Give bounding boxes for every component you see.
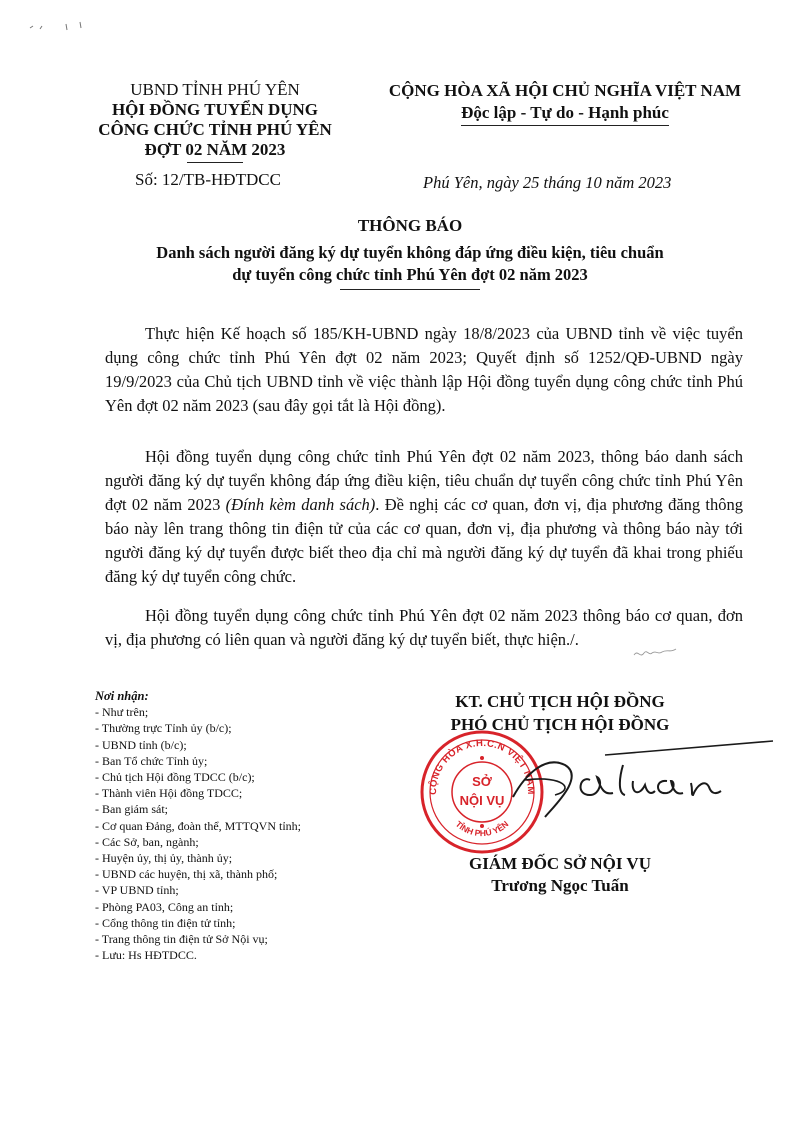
- signer-name: Trương Ngọc Tuấn: [491, 876, 629, 895]
- paragraph-1-text: Thực hiện Kế hoạch số 185/KH-UBND ngày 18/8/2023 của UBND tỉnh về việc tuyển dụng công chức tỉnh Phú Yên đợt 02 năm 2023; Quyết định số 1252/QĐ-UBND ngày 19/9/2023 của Chủ tịch UBND tỉnh về việc thành lập Hội đồng tuyển dụng công chức tỉnh Phú Yên đợt 02 năm 2023 (sau đây gọi tắt là Hội đồng).: [105, 324, 743, 415]
- recipient-item: - Huyện ủy, thị ủy, thành ủy;: [95, 851, 233, 866]
- national-header: [375, 80, 755, 126]
- subtitle-underline: [340, 289, 480, 290]
- national-motto: Độc lập - Tự do - Hạnh phúc: [461, 102, 669, 126]
- recipient-item: - Như trên;: [95, 705, 149, 720]
- issuer-council: HỘI ĐỒNG TUYỂN DỤNG: [111, 100, 319, 119]
- scan-marks: [28, 20, 88, 34]
- recipient-item: - Thành viên Hội đồng TDCC;: [95, 786, 243, 801]
- recipient-item: - Thường trực Tỉnh ủy (b/c);: [95, 721, 232, 736]
- recipient-item: - Cơ quan Đảng, đoàn thể, MTTQVN tỉnh;: [95, 818, 301, 833]
- recipient-item: - Ban Tổ chức Tỉnh ủy;: [95, 753, 208, 768]
- document-subtitle: [80, 242, 740, 290]
- paragraph-2-attachment-note: (Đính kèm danh sách): [225, 495, 376, 514]
- document-number: Số: 12/TB-HĐTDCC: [135, 170, 281, 189]
- recipient-item: - VP UBND tỉnh;: [95, 883, 179, 898]
- paragraph-2-text-a: Hội đồng tuyển dụng công chức tỉnh Phú Yên đợt 02 năm 2023, thông báo danh sách người đăng ký dự tuyển không đáp ứng điều kiện, tiêu chuẩn dự tuyển công chức tỉnh Phú Yên đợt 02 năm 2023: [105, 447, 743, 514]
- recipients-list: [95, 688, 415, 963]
- recipients-heading: Nơi nhận:: [95, 689, 149, 703]
- recipient-item: - Cổng thông tin điện tử tỉnh;: [95, 915, 236, 930]
- document-date: Phú Yên, ngày 25 tháng 10 năm 2023: [423, 173, 672, 192]
- signature-line-1: KT. CHỦ TỊCH HỘI ĐỒNG: [455, 692, 665, 711]
- issuer-round: ĐỢT 02 NĂM 2023: [144, 140, 286, 159]
- issuer-underline: [187, 162, 243, 163]
- seal-center-2: NỘI VỤ: [459, 793, 505, 808]
- signer-position: GIÁM ĐỐC SỞ NỘI VỤ: [469, 854, 651, 873]
- signature-line-2: PHÓ CHỦ TỊCH HỘI ĐỒNG: [450, 715, 670, 734]
- recipient-item: - Chủ tịch Hội đồng TDCC (b/c);: [95, 770, 255, 785]
- handwritten-signature-icon: [505, 735, 775, 825]
- recipient-item: - UBND các huyện, thị xã, thành phố;: [95, 867, 278, 882]
- seal-center-1: SỞ: [472, 774, 492, 789]
- subtitle-line-1: Danh sách người đăng ký dự tuyển không đáp ứng điều kiện, tiêu chuẩn: [156, 243, 664, 262]
- recipient-item: - Các Sở, ban, ngành;: [95, 834, 199, 849]
- recipient-item: - UBND tỉnh (b/c);: [95, 737, 187, 752]
- paragraph-2-text-b: . Đề nghị các cơ quan, đơn vị, địa phương đăng thông báo này lên trang thông tin điện tử của các cơ quan, đơn vị, địa phương và thông báo này tới người đăng ký dự tuyển được biết theo địa chỉ mà người đăng ký dự tuyển đã khai trong phiếu đăng ký dự tuyển công chức.: [105, 495, 744, 586]
- body-paragraph-1: [105, 322, 743, 418]
- paragraph-3-text: Hội đồng tuyển dụng công chức tỉnh Phú Yên đợt 02 năm 2023 thông báo cơ quan, đơn vị, địa phương có liên quan và người đăng ký dự tuyển biết, thực hiện./.: [105, 606, 743, 649]
- country-name: CỘNG HÒA XÃ HỘI CHỦ NGHĨA VIỆT NAM: [388, 81, 742, 100]
- recipient-item: - Ban giám sát;: [95, 802, 168, 817]
- seal-ring-bottom: TỈNH PHÚ YÊN: [453, 818, 511, 839]
- subtitle-line-2: dự tuyển công chức tỉnh Phú Yên đợt 02 năm 2023: [232, 265, 588, 284]
- recipient-item: - Trang thông tin điện tử Sở Nội vụ;: [95, 932, 268, 947]
- recipient-item: - Phòng PA03, Công an tỉnh;: [95, 899, 234, 914]
- body-paragraph-2: [105, 445, 743, 589]
- initial-mark: [632, 643, 682, 659]
- issuer-council-scope: CÔNG CHỨC TỈNH PHÚ YÊN: [98, 120, 332, 139]
- recipient-item: - Lưu: Hs HĐTDCC.: [95, 948, 197, 963]
- seal-ring-top: CỘNG HÒA X.H.C.N VIỆT NAM: [427, 737, 537, 796]
- issuer-block: [95, 80, 335, 163]
- issuer-province: UBND TỈNH PHÚ YÊN: [130, 80, 300, 99]
- signer-block: [410, 853, 710, 897]
- document-title: THÔNG BÁO: [357, 216, 463, 235]
